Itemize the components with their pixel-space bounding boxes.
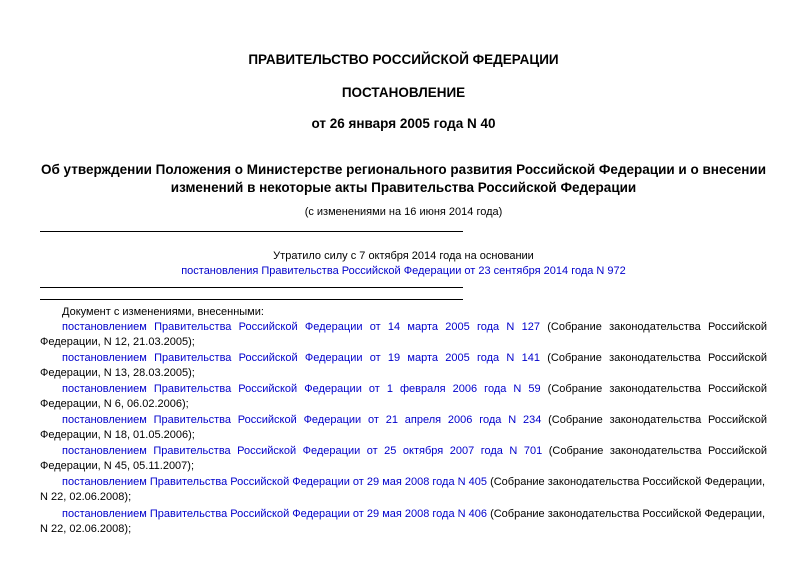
amendment-source: (Собрание законодательства Российской Федерации, N 22, 02.06.2008); xyxy=(40,476,766,503)
divider-2 xyxy=(40,287,463,288)
document-title-line-1: Об утверждении Положения о Министерстве регионального развития Российской Федерации и о внесении xyxy=(40,162,767,177)
amendment-link[interactable]: постановлением Правительства Российской Федерации от 19 марта 2005 года N 141 xyxy=(62,352,540,364)
document-type-heading: ПОСТАНОВЛЕНИЕ xyxy=(341,85,466,100)
divider-1 xyxy=(40,231,463,232)
expired-notice: Утратило силу с 7 октября 2014 года на основании xyxy=(273,250,534,262)
amendment-item xyxy=(40,475,767,505)
amendment-item xyxy=(40,320,767,350)
amendment-link[interactable]: постановлением Правительства Российской Федерации от 29 мая 2008 года N 405 xyxy=(62,476,488,488)
amendment-source: (Собрание законодательства Российской Федерации, N 12, 21.03.2005); xyxy=(40,321,767,348)
amendment-item xyxy=(40,444,767,474)
amendment-source: (Собрание законодательства Российской Федерации, N 6, 06.02.2006); xyxy=(40,383,767,410)
document-title-line-2: изменений в некоторые акты Правительства Российской Федерации xyxy=(170,180,637,195)
amendment-link[interactable]: постановлением Правительства Российской Федерации от 1 февраля 2006 года N 59 xyxy=(62,383,541,395)
amendment-item xyxy=(40,413,767,443)
amendment-source: (Собрание законодательства Российской Федерации, N 13, 28.03.2005); xyxy=(40,352,767,379)
amendment-item xyxy=(40,382,767,412)
amendment-source: (Собрание законодательства Российской Федерации, N 18, 01.05.2006); xyxy=(40,414,767,441)
revision-note: (с изменениями на 16 июня 2014 года) xyxy=(304,206,503,218)
amendment-item xyxy=(40,351,767,381)
date-number-heading: от 26 января 2005 года N 40 xyxy=(311,116,496,131)
divider-3 xyxy=(40,299,463,300)
amendment-link[interactable]: постановлением Правительства Российской Федерации от 14 марта 2005 года N 127 xyxy=(62,321,540,333)
amendment-link[interactable]: постановлением Правительства Российской Федерации от 21 апреля 2006 года N 234 xyxy=(62,414,542,426)
government-heading: ПРАВИТЕЛЬСТВО РОССИЙСКОЙ ФЕДЕРАЦИИ xyxy=(248,52,559,67)
document-title xyxy=(40,161,767,197)
amendment-source: (Собрание законодательства Российской Федерации, N 22, 02.06.2008); xyxy=(40,508,766,535)
amendments-intro: Документ с изменениями, внесенными: xyxy=(62,306,264,318)
amendment-item xyxy=(40,507,767,537)
amendment-source: (Собрание законодательства Российской Федерации, N 45, 05.11.2007); xyxy=(40,445,767,472)
amendment-link[interactable]: постановлением Правительства Российской Федерации от 25 октября 2007 года N 701 xyxy=(62,445,543,457)
expired-notice-link-row xyxy=(0,265,807,277)
amendment-link[interactable]: постановлением Правительства Российской Федерации от 29 мая 2008 года N 406 xyxy=(62,508,488,520)
expired-basis-link[interactable]: постановления Правительства Российской Федерации от 23 сентября 2014 года N 972 xyxy=(181,265,626,277)
